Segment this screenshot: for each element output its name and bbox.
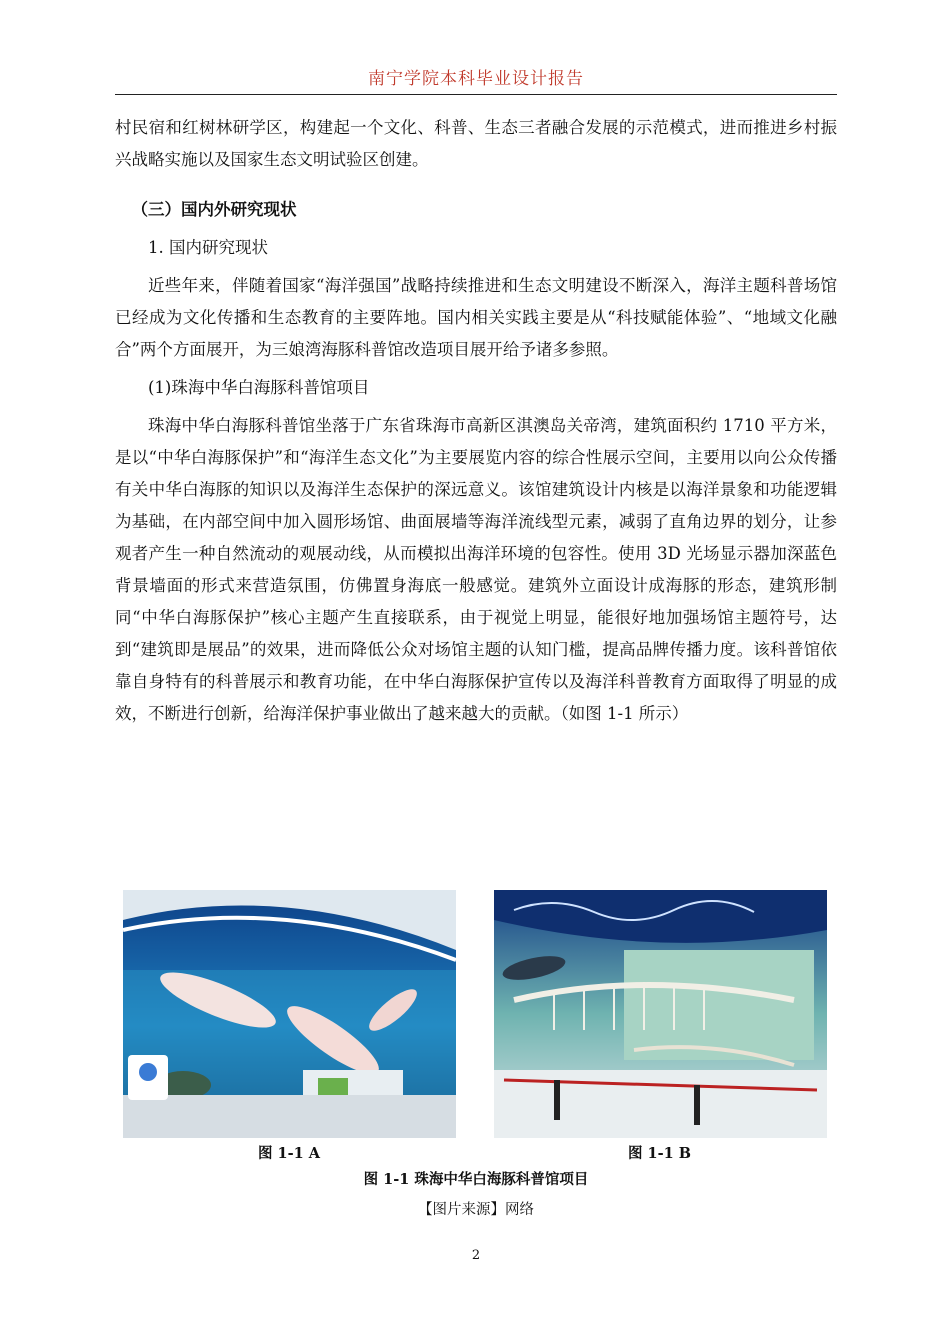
page-number: 2	[471, 1248, 481, 1263]
figure-image-a	[123, 890, 456, 1138]
header-divider	[115, 94, 837, 95]
paragraph-intro-continuation: 村民宿和红树林研学区，构建起一个文化、科普、生态三者融合发展的示范模式，进而推进乡村振兴战略实施以及国家生态文明试验区创建。	[115, 118, 837, 169]
item-heading: (1)珠海中华白海豚科普馆项目	[148, 378, 370, 397]
section-heading: （三）国内外研究现状	[131, 200, 297, 219]
figure-caption: 图 1-1 珠海中华白海豚科普馆项目	[363, 1171, 589, 1188]
figure-subcaption-b: 图 1-1 B	[628, 1145, 692, 1162]
document-body	[115, 112, 837, 730]
paragraph-domestic-overview: 近些年来，伴随着国家“海洋强国”战略持续推进和生态文明建设不断深入，海洋主题科普场馆已经成为文化传播和生态教育的主要阵地。国内相关实践主要是从“科技赋能体验”、“地域文化融合”两个方面展开，为三娘湾海豚科普馆改造项目展开给予诸多参照。	[115, 276, 837, 359]
figure-image-b	[494, 890, 827, 1138]
figure-source: 【图片来源】网络	[418, 1202, 534, 1218]
running-header: 南宁学院本科毕业设计报告	[368, 69, 584, 89]
figure-subcaption-a: 图 1-1 A	[258, 1145, 321, 1162]
subsection-heading: 1. 国内研究现状	[148, 238, 268, 257]
paragraph-zhuhai-project: 珠海中华白海豚科普馆坐落于广东省珠海市高新区淇澳岛关帝湾，建筑面积约 1710 平方米，是以“中华白海豚保护”和“海洋生态文化”为主要展览内容的综合性展示空间，主要用以向公众传播有关中华白海豚的知识以及海洋生态保护的深远意义。该馆建筑设计内核是以海洋景象和功能逻辑为基础，在内部空间中加入圆形场馆、曲面展墙等海洋流线型元素，减弱了直角边界的划分，让参观者产生一种自然流动的观展动线，从而模拟出海洋环境的包容性。使用 3D 光场显示器加深蓝色背景墙面的形式来营造氛围，仿佛置身海底一般感觉。建筑外立面设计成海豚的形态，建筑形制同“中华白海豚保护”核心主题产生直接联系，由于视觉上明显，能很好地加强场馆主题符号，达到“建筑即是展品”的效果，进而降低公众对场馆主题的认知门槛，提高品牌传播力度。该科普馆依靠自身特有的科普展示和教育功能，在中华白海豚保护宣传以及海洋科普教育方面取得了明显的成效，不断进行创新，给海洋保护事业做出了越来越大的贡献。（如图 1-1 所示）	[115, 416, 837, 723]
